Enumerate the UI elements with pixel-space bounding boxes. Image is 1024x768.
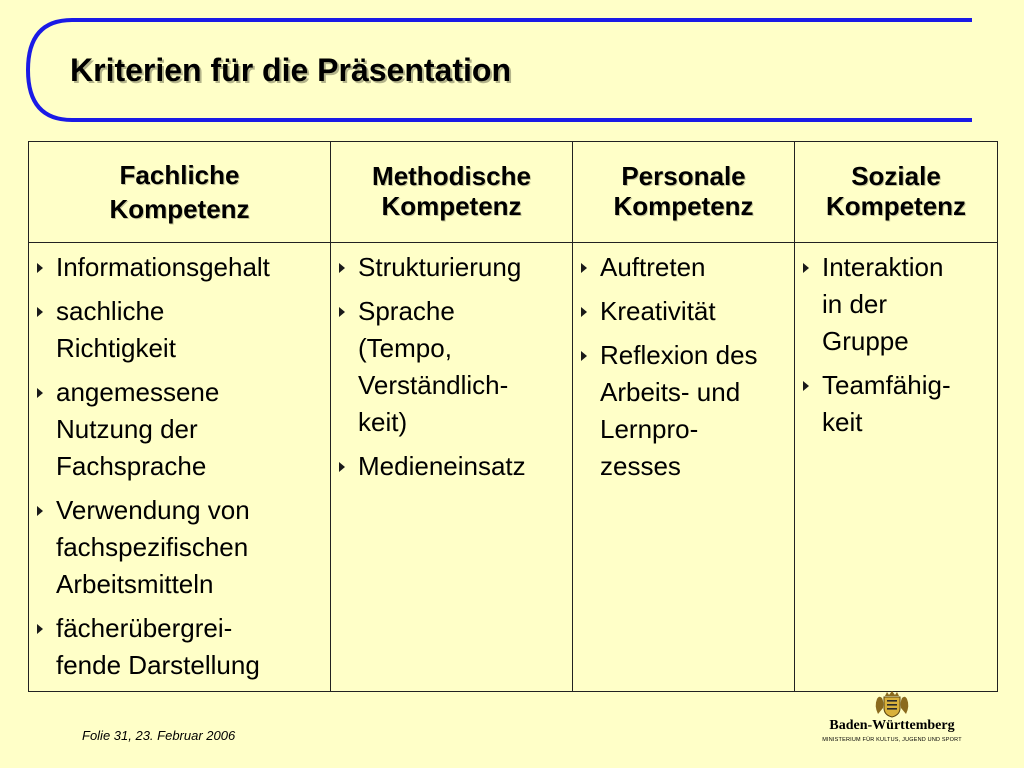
criteria-item xyxy=(35,610,326,684)
cell-fachliche-kompetenz xyxy=(29,243,331,692)
criteria-item xyxy=(337,249,568,286)
criteria-item xyxy=(35,374,326,485)
criteria-list xyxy=(579,249,790,485)
criteria-item-line: Reflexion des xyxy=(600,340,758,370)
criteria-item-line: Arbeits- und xyxy=(600,377,741,407)
criteria-item-line: Verwendung von xyxy=(56,495,250,525)
criteria-item-line: fächerübergrei- xyxy=(56,613,233,643)
bullet-arrow-icon xyxy=(803,381,809,391)
criteria-item-line: keit) xyxy=(358,407,408,437)
criteria-item xyxy=(35,492,326,603)
header-methodische-kompetenz: Methodische Kompetenz xyxy=(331,142,573,243)
criteria-item xyxy=(579,249,790,286)
cell-personale-kompetenz xyxy=(573,243,795,692)
criteria-item-line: Richtigkeit xyxy=(56,333,176,363)
bullet-arrow-icon xyxy=(339,263,345,273)
content-row xyxy=(29,243,998,692)
bullet-arrow-icon xyxy=(581,351,587,361)
criteria-item xyxy=(337,293,568,441)
criteria-item xyxy=(579,293,790,330)
criteria-item-line: Informationsgehalt xyxy=(56,252,270,282)
criteria-list xyxy=(337,249,568,485)
criteria-item-line: Auftreten xyxy=(600,252,706,282)
header-personale-kompetenz: Personale Kompetenz xyxy=(573,142,795,243)
criteria-item-line: Arbeitsmitteln xyxy=(56,569,214,599)
criteria-item-line: angemessene xyxy=(56,377,220,407)
criteria-item-line: Nutzung der xyxy=(56,414,198,444)
logo-subtitle: MINISTERIUM FÜR KULTUS, JUGEND UND SPORT xyxy=(822,737,962,743)
cell-soziale-kompetenz xyxy=(795,243,998,692)
bullet-arrow-icon xyxy=(37,506,43,516)
criteria-item-line: Lernpro- xyxy=(600,414,699,444)
criteria-item-line: Strukturierung xyxy=(358,252,522,282)
slide-title: Kriterien für die Präsentation xyxy=(70,52,511,88)
bullet-arrow-icon xyxy=(37,263,43,273)
criteria-table xyxy=(28,141,998,692)
criteria-item xyxy=(801,249,993,360)
criteria-list xyxy=(35,249,326,684)
criteria-list xyxy=(801,249,993,441)
header-soziale-kompetenz: Soziale Kompetenz xyxy=(795,142,998,243)
criteria-item-line: (Tempo, xyxy=(358,333,452,363)
criteria-item-line: sachliche xyxy=(56,296,165,326)
criteria-item-line: Medieneinsatz xyxy=(358,451,526,481)
criteria-item-line: Verständlich- xyxy=(358,370,509,400)
slide-footer: Folie 31, 23. Februar 2006 xyxy=(82,728,236,743)
criteria-item-line: keit xyxy=(822,407,863,437)
bullet-arrow-icon xyxy=(581,307,587,317)
bullet-arrow-icon xyxy=(37,388,43,398)
bullet-arrow-icon xyxy=(803,263,809,273)
header-fachliche-kompetenz: Fachliche Kompetenz xyxy=(29,142,331,243)
criteria-item-line: Gruppe xyxy=(822,326,909,356)
coat-of-arms-icon xyxy=(870,690,914,718)
criteria-item xyxy=(35,249,326,286)
criteria-item-line: Kreativität xyxy=(600,296,716,326)
bullet-arrow-icon xyxy=(339,462,345,472)
logo-name: Baden-Württemberg xyxy=(829,718,955,733)
criteria-item-line: Teamfähig- xyxy=(822,370,951,400)
bullet-arrow-icon xyxy=(37,307,43,317)
criteria-item xyxy=(35,293,326,367)
criteria-item-line: Fachsprache xyxy=(56,451,207,481)
criteria-item xyxy=(801,367,993,441)
criteria-item-line: in der xyxy=(822,289,888,319)
baden-wuerttemberg-logo xyxy=(822,690,962,748)
criteria-item xyxy=(337,448,568,485)
header-row xyxy=(29,142,998,243)
criteria-item xyxy=(579,337,790,485)
cell-methodische-kompetenz xyxy=(331,243,573,692)
bullet-arrow-icon xyxy=(37,624,43,634)
criteria-item-line: Interaktion xyxy=(822,252,944,282)
criteria-item-line: fende Darstellung xyxy=(56,650,260,680)
criteria-item-line: zesses xyxy=(600,451,681,481)
bullet-arrow-icon xyxy=(581,263,587,273)
criteria-item-line: fachspezifischen xyxy=(56,532,249,562)
bullet-arrow-icon xyxy=(339,307,345,317)
criteria-item-line: Sprache xyxy=(358,296,455,326)
